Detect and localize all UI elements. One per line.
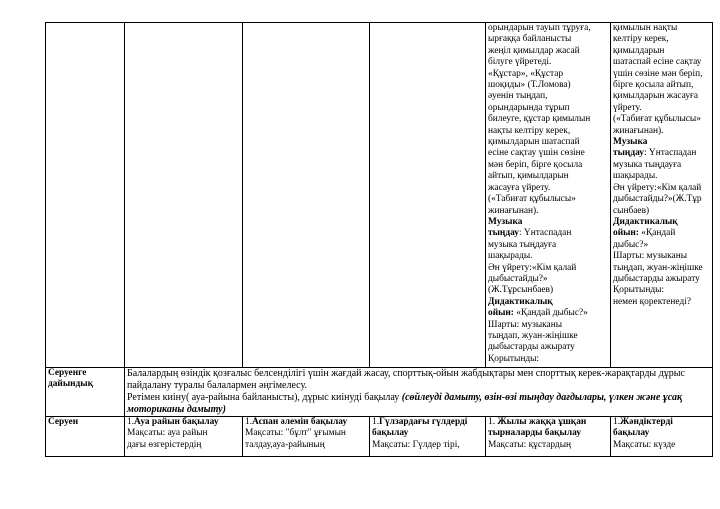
cell-empty-monday bbox=[125, 23, 243, 368]
table-row-walk bbox=[46, 417, 713, 457]
music-heading: Музыка тыңдау bbox=[488, 216, 523, 239]
walk-label: Серуен bbox=[46, 417, 125, 457]
activity-text: орындарын тауып тұруға, ырғаққа байланысты жеңіл қимылдар жасай білуге үйретеді. «Құстар», «Құстар шоқиды» (Т.Ломова) әуенін тыңдап, орындарында тұрып билеуге, құстар қимылын нақты келтіру керек, қимылдарын шатаспай есіне сақтау үшін сөзіне мән беріп, бірге қосыла айтып, қимылдарын жасауға үйрету. («Табиғат құбылысы» жинағынан). bbox=[488, 23, 591, 216]
cell-friday-activities bbox=[611, 23, 713, 368]
plan-table bbox=[45, 22, 713, 457]
cell-empty-label bbox=[46, 23, 125, 368]
walk-cell-monday: 1.Ауа райын бақылау Мақсаты: ауа райын дағы өзгерістердің bbox=[125, 417, 243, 457]
music-heading: Музыка тыңдау bbox=[613, 137, 648, 159]
walk-preparation-label: Серуенге дайындық bbox=[46, 368, 125, 417]
walk-cell-tuesday: 1.Аспан әлемін бақылау Мақсаты: "бұлт" ұғымын талдау,ауа-райының bbox=[243, 417, 370, 457]
didactic-text: «Қандай дыбыс?» Шарты: музыканы тыңдап, жуан-жіңішке дыбыстарды ажырату Қорытынды: bbox=[488, 308, 588, 364]
music-text: : Үнтаспадан музыка тыңдауға шақырады. Ән үйрету:«Кім қалай дыбыстайды?» (Ж.Тұрсынбаев) bbox=[488, 228, 577, 296]
didactic-heading: Дидактикалық ойын: bbox=[613, 216, 678, 239]
activity-text: қимылын нақты келтіру керек, қимылдарын шатаспай есіне сақтау үшін сөзіне мән беріп, бірге қосыла айтып, қимылдарын жасауға үйрету. («Табиғат құбылысы» жинағынан). bbox=[613, 23, 703, 136]
music-text: : Үнтаспадан музыка тыңдауға шақырады. Ән үйрету:«Кім қалай дыбыстайды?»(Ж.Тұр сынбаев) bbox=[613, 148, 702, 216]
cell-thursday-activities bbox=[486, 23, 611, 368]
cell-empty-wednesday bbox=[370, 23, 486, 368]
didactic-heading: Дидактикалық ойын: bbox=[488, 296, 553, 319]
didactic-text: «Қандай дыбыс?» Шарты: музыканы тыңдап, жуан-жіңішке дыбыстарды ажырату Қорытынды: немен қоректенеді? bbox=[613, 228, 703, 307]
table-row-activities-continued bbox=[46, 23, 713, 368]
walk-cell-wednesday: 1.Гүлзардағы гүлдерді бақылау Мақсаты: Гүлдер тірі, bbox=[370, 417, 486, 457]
cell-empty-tuesday bbox=[243, 23, 370, 368]
table-row-walk-preparation bbox=[46, 368, 713, 417]
walk-cell-thursday: 1. Жылы жаққа ұшқан тырналарды бақылау Мақсаты: құстардың bbox=[486, 417, 611, 457]
walk-cell-friday: 1.Жәндіктерді бақылау Мақсаты: күзде bbox=[611, 417, 713, 457]
walk-preparation-text: Балалардың өзіндік қозғалыс белсенділігі үшін жағдай жасау, спорттық-ойын жабдықтары мен спорттық керек-жарақтарды дұрыс пайдалану туралы балалармен әңгімелесу. Ретімен киіну( ауа-райына байланысты), дұрыс киінуді бақылау (сөйлеуді дамыту, өзін-өзі тыңдау дағдылары, үлкен және ұсақ моториканы дамыту) bbox=[125, 368, 713, 417]
